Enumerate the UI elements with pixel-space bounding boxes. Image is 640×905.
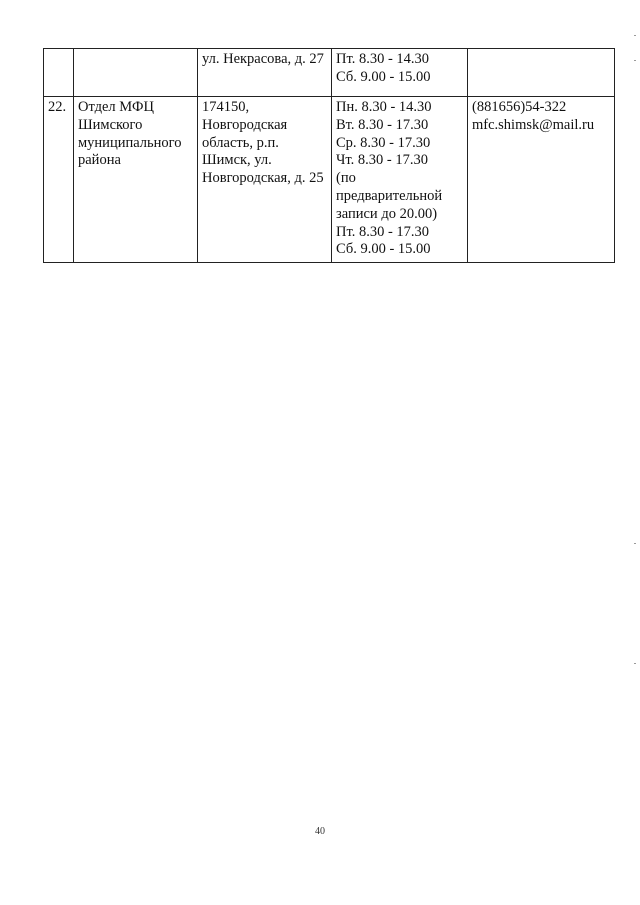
row-number-cell	[44, 97, 74, 263]
address-line: область, р.п.	[202, 134, 279, 151]
hours-line: Сб. 9.00 - 15.00	[336, 68, 431, 85]
table-row	[44, 49, 615, 97]
row-number: 22.	[48, 99, 67, 115]
office-name-line: района	[78, 152, 121, 169]
address-line: 174150,	[202, 99, 250, 115]
hours-cell	[332, 97, 468, 263]
table-row	[44, 97, 615, 263]
hours-line: Сб. 9.00 - 15.00	[336, 241, 431, 258]
office-name-cell	[74, 49, 198, 97]
contact-cell	[468, 97, 615, 263]
hours-line: Вт. 8.30 - 17.30	[336, 116, 429, 133]
hours-line: (по	[336, 170, 356, 187]
hours-line: записи до 20.00)	[336, 205, 438, 222]
scan-mark	[634, 60, 636, 61]
address-cell	[198, 49, 332, 97]
address-line: Новгородская, д. 25	[202, 170, 324, 187]
address-line: ул. Некрасова, д. 27	[202, 51, 324, 67]
hours-line: Пн. 8.30 - 14.30	[336, 99, 432, 115]
hours-cell	[332, 49, 468, 97]
scan-mark	[634, 663, 636, 664]
office-name-line: Отдел МФЦ	[78, 99, 154, 115]
page-number: 40	[315, 826, 325, 837]
phone-number: (881656)54-322	[472, 99, 567, 115]
hours-line: Чт. 8.30 - 17.30	[336, 152, 428, 169]
hours-line: Ср. 8.30 - 17.30	[336, 134, 431, 151]
address-line: Шимск, ул.	[202, 152, 272, 169]
email-address: mfc.shimsk@mail.ru	[472, 116, 595, 133]
office-name-line: муниципального	[78, 134, 182, 151]
contact-cell	[468, 49, 615, 97]
address-cell	[198, 97, 332, 263]
office-name-line: Шимского	[78, 116, 143, 133]
mfc-offices-table	[43, 48, 615, 263]
scan-mark	[634, 543, 636, 544]
row-number-cell	[44, 49, 74, 97]
hours-line: Пт. 8.30 - 17.30	[336, 223, 430, 240]
hours-line: Пт. 8.30 - 14.30	[336, 51, 430, 67]
hours-line: предварительной	[336, 187, 443, 204]
office-name-cell	[74, 97, 198, 263]
address-line: Новгородская	[202, 116, 288, 133]
scan-mark	[634, 35, 636, 36]
